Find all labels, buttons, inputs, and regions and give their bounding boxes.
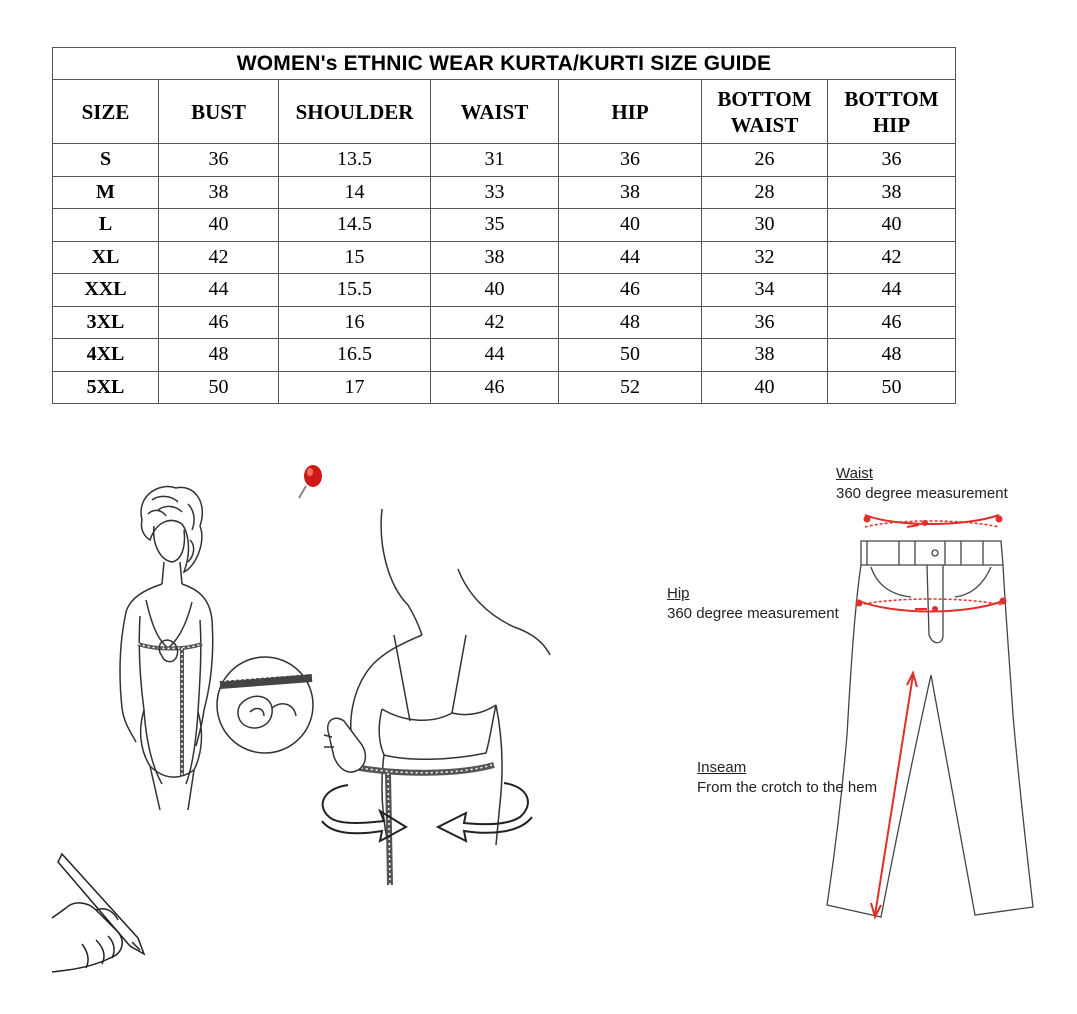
table-cell: 50	[828, 371, 956, 404]
header-bottom-hip: BOTTOM HIP	[828, 80, 956, 144]
table-cell: 13.5	[279, 144, 431, 177]
table-cell: 36	[159, 144, 279, 177]
table-cell: 40	[702, 371, 828, 404]
table-cell: 50	[159, 371, 279, 404]
header-size: SIZE	[53, 80, 159, 144]
trousers-measurement-diagram	[815, 505, 1055, 930]
size-cell: S	[53, 144, 159, 177]
table-cell: 46	[559, 274, 702, 307]
header-hip: HIP	[559, 80, 702, 144]
table-cell: 46	[431, 371, 559, 404]
inseam-description: From the crotch to the hem	[697, 779, 878, 796]
table-header-row	[53, 80, 956, 144]
table-cell: 15.5	[279, 274, 431, 307]
size-cell: 5XL	[53, 371, 159, 404]
table-row	[53, 241, 956, 274]
table-cell: 38	[702, 339, 828, 372]
table-cell: 40	[431, 274, 559, 307]
table-row	[53, 209, 956, 242]
hip-title: Hip	[667, 585, 690, 602]
table-cell: 46	[159, 306, 279, 339]
push-pin-icon	[296, 462, 328, 502]
size-cell: XXL	[53, 274, 159, 307]
table-cell: 48	[828, 339, 956, 372]
table-cell: 34	[702, 274, 828, 307]
waist-measurement-illustration	[318, 505, 568, 890]
hip-description: 360 degree measurement	[667, 605, 839, 622]
table-cell: 36	[559, 144, 702, 177]
waist-label	[836, 464, 1008, 504]
table-title: WOMEN's ETHNIC WEAR KURTA/KURTI SIZE GUIDE	[53, 48, 956, 80]
table-cell: 48	[559, 306, 702, 339]
header-shoulder: SHOULDER	[279, 80, 431, 144]
size-cell: L	[53, 209, 159, 242]
table-cell: 15	[279, 241, 431, 274]
table-cell: 14	[279, 176, 431, 209]
table-cell: 40	[159, 209, 279, 242]
table-cell: 16.5	[279, 339, 431, 372]
hand-pencil-icon	[48, 848, 158, 978]
size-cell: XL	[53, 241, 159, 274]
header-bust: BUST	[159, 80, 279, 144]
table-cell: 48	[159, 339, 279, 372]
table-cell: 35	[431, 209, 559, 242]
table-cell: 14.5	[279, 209, 431, 242]
table-row	[53, 144, 956, 177]
size-cell: M	[53, 176, 159, 209]
table-row	[53, 339, 956, 372]
table-cell: 16	[279, 306, 431, 339]
waist-title: Waist	[836, 465, 873, 482]
waist-description: 360 degree measurement	[836, 485, 1008, 502]
table-cell: 42	[431, 306, 559, 339]
size-cell: 3XL	[53, 306, 159, 339]
table-cell: 42	[828, 241, 956, 274]
bust-measurement-illustration	[100, 480, 320, 860]
table-cell: 38	[828, 176, 956, 209]
inseam-label	[697, 758, 877, 798]
table-cell: 44	[559, 241, 702, 274]
table-cell: 38	[159, 176, 279, 209]
table-row	[53, 176, 956, 209]
table-cell: 44	[828, 274, 956, 307]
table-row	[53, 306, 956, 339]
table-cell: 26	[702, 144, 828, 177]
table-cell: 30	[702, 209, 828, 242]
table-cell: 33	[431, 176, 559, 209]
table-cell: 42	[159, 241, 279, 274]
inseam-title: Inseam	[697, 759, 747, 776]
table-cell: 36	[828, 144, 956, 177]
table-cell: 38	[559, 176, 702, 209]
table-cell: 44	[431, 339, 559, 372]
table-cell: 31	[431, 144, 559, 177]
table-cell: 36	[702, 306, 828, 339]
header-bottom-waist: BOTTOM WAIST	[702, 80, 828, 144]
table-row	[53, 371, 956, 404]
table-cell: 44	[159, 274, 279, 307]
table-cell: 50	[559, 339, 702, 372]
table-cell: 46	[828, 306, 956, 339]
size-cell: 4XL	[53, 339, 159, 372]
table-cell: 32	[702, 241, 828, 274]
size-guide-table	[52, 47, 956, 404]
table-cell: 17	[279, 371, 431, 404]
table-row	[53, 274, 956, 307]
table-cell: 40	[559, 209, 702, 242]
table-cell: 28	[702, 176, 828, 209]
hip-label	[667, 584, 839, 624]
header-waist: WAIST	[431, 80, 559, 144]
zoom-inset-circle	[217, 657, 313, 753]
table-cell: 52	[559, 371, 702, 404]
table-cell: 38	[431, 241, 559, 274]
table-cell: 40	[828, 209, 956, 242]
